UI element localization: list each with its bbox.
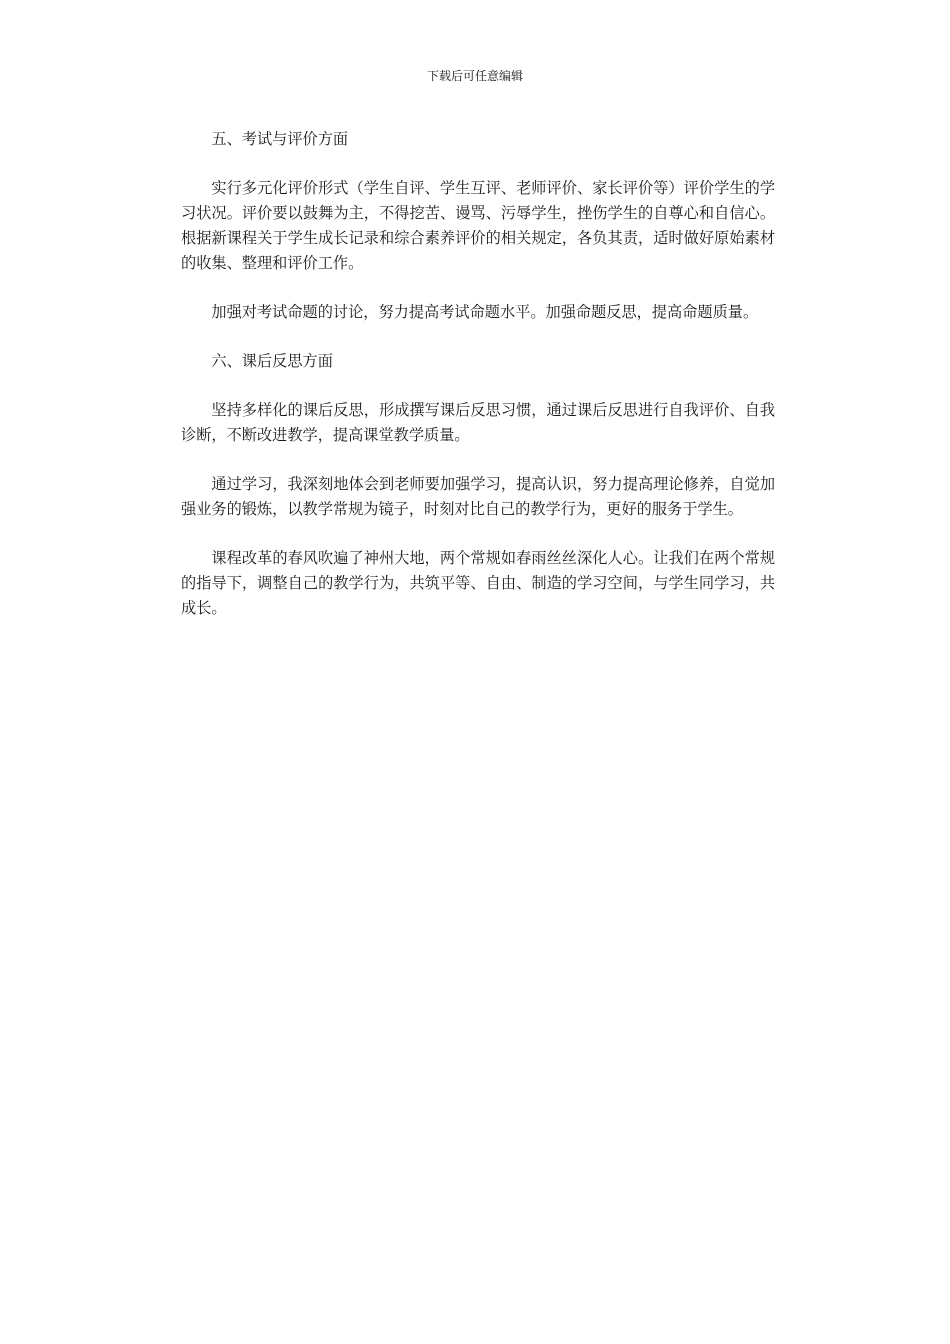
header-note: 下载后可任意编辑 [426, 69, 523, 83]
section-heading-exam-evaluation: 五、考试与评价方面 [211, 130, 349, 148]
paragraph-evaluation-forms: 实行多元化评价形式（学生自评、学生互评、老师评价、家长评价等）评价学生的学习状况。评价要以鼓舞为主，不得挖苦、谩骂、污辱学生，挫伤学生的自尊心和自信心。根据新课程关于学生成长记录和综合素养评价的相关规定，各负其责，适时做好原始素材的收集、整理和评价工作。 [181, 179, 775, 272]
paragraph-learning: 通过学习，我深刻地体会到老师要加强学习，提高认识，努力提高理论修养，自觉加强业务的锻炼，以教学常规为镜子，时刻对比自己的教学行为，更好的服务于学生。 [181, 475, 775, 518]
paragraph-conclusion: 课程改革的春风吹遍了神州大地，两个常规如春雨丝丝深化人心。让我们在两个常规的指导下，调整自己的教学行为，共筑平等、自由、制造的学习空间，与学生同学习，共成长。 [181, 549, 775, 617]
document-body [181, 127, 775, 645]
paragraph-reflection: 坚持多样化的课后反思，形成撰写课后反思习惯，通过课后反思进行自我评价、自我诊断，不断改进教学，提高课堂教学质量。 [181, 401, 775, 444]
section-heading-reflection: 六、课后反思方面 [211, 352, 333, 370]
paragraph-exam-questions: 加强对考试命题的讨论，努力提高考试命题水平。加强命题反思，提高命题质量。 [211, 303, 759, 321]
